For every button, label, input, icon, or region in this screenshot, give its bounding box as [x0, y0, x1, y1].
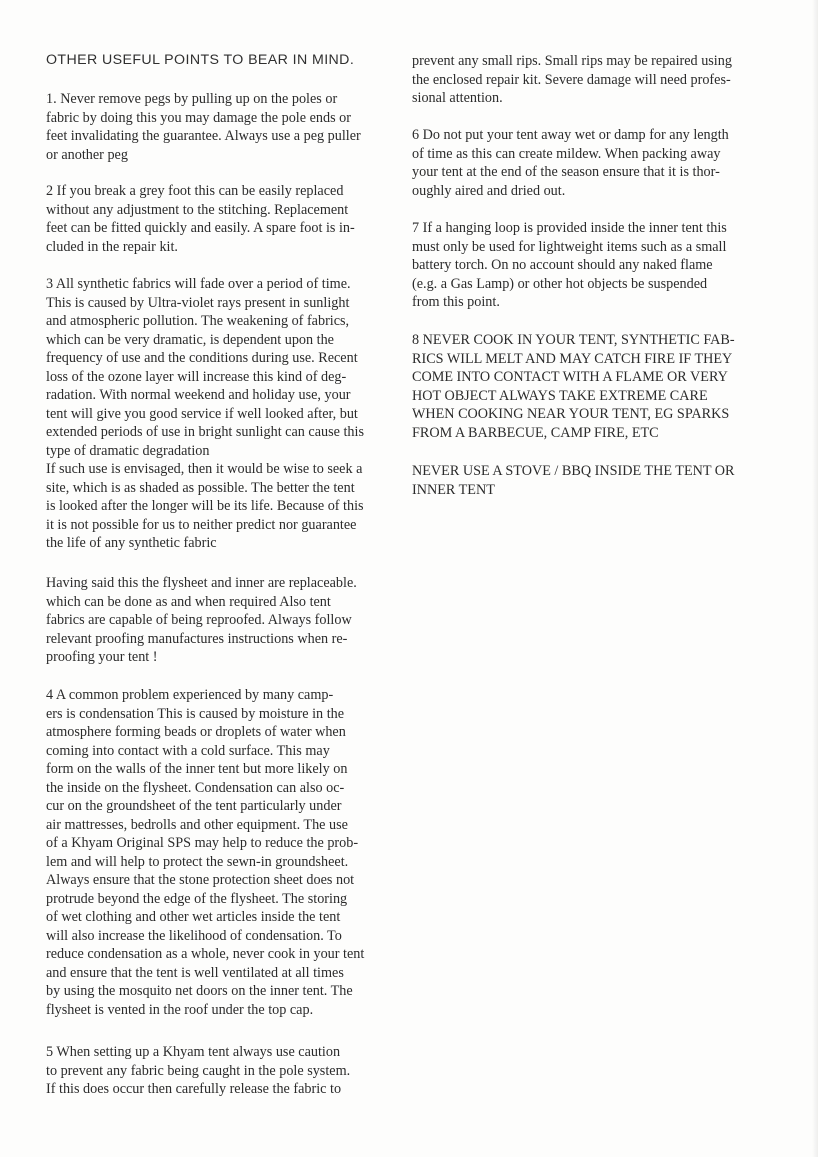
text-line: is looked after the longer will be its life. Because of this: [46, 498, 364, 514]
text-line: 4 A common problem experienced by many camp-: [46, 687, 334, 703]
text-line: lem and will help to protect the sewn-in groundsheet.: [46, 853, 349, 870]
text-line: 6 Do not put your tent away wet or damp for any length: [412, 127, 729, 143]
text-line: prevent any small rips. Small rips may be repaired using: [412, 53, 732, 69]
text-line: loss of the ozone layer will increase this kind of deg-: [46, 368, 347, 385]
text-line: and ensure that the tent is well ventilated at all times: [46, 964, 344, 981]
text-line: COME INTO CONTACT WITH A FLAME OR VERY: [412, 369, 728, 385]
paragraph-point-2: [46, 182, 402, 256]
text-line: sional attention.: [412, 90, 503, 106]
text-line: form on the walls of the inner tent but more likely on: [46, 761, 348, 777]
paragraph-replacement: [46, 574, 402, 667]
paragraph-point-4: [46, 686, 402, 1019]
text-line: HOT OBJECT ALWAYS TAKE EXTREME CARE: [412, 387, 708, 404]
text-line: fabric by doing this you may damage the pole ends or: [46, 109, 351, 126]
text-line: the inside on the flysheet. Condensation can also oc-: [46, 779, 345, 796]
text-line: relevant proofing manufactures instructions when re-: [46, 630, 348, 647]
text-line: cluded in the repair kit.: [46, 238, 178, 255]
text-line: feet can be fitted quickly and easily. A spare foot is in-: [46, 220, 355, 236]
paragraph-stove-warning: [412, 462, 768, 499]
text-line: If this does occur then carefully release the fabric to: [46, 1081, 342, 1097]
text-line: or another peg: [46, 146, 128, 163]
text-line: reduce condensation as a whole, never cook in your tent: [46, 946, 365, 962]
text-line: without any adjustment to the stitching. Replacement: [46, 201, 349, 218]
paragraph-point-5: [46, 1043, 402, 1099]
page-edge-shadow: [812, 0, 818, 1157]
text-line: and atmospheric pollution. The weakening of fabrics,: [46, 313, 350, 329]
text-line: fabrics are capable of being reproofed. Always follow: [46, 612, 352, 628]
text-line: ers is condensation This is caused by moisture in the: [46, 705, 345, 722]
paragraph-point-8: [412, 331, 768, 442]
text-line: air mattresses, bedrolls and other equipment. The use: [46, 816, 348, 833]
text-line: coming into contact with a cold surface. This may: [46, 742, 330, 759]
text-line: WHEN COOKING NEAR YOUR TENT, EG SPARKS: [412, 406, 730, 422]
paragraph-point-7: [412, 219, 768, 312]
text-line: If such use is envisaged, then it would be wise to seek a: [46, 461, 363, 477]
text-line: FROM A BARBECUE, CAMP FIRE, ETC: [412, 424, 659, 441]
text-line: the life of any synthetic fabric: [46, 535, 217, 551]
text-line: 7 If a hanging loop is provided inside the inner tent this: [412, 220, 727, 236]
text-line: 1. Never remove pegs by pulling up on the poles or: [46, 91, 338, 107]
text-line: must only be used for lightweight items such as a small: [412, 238, 727, 255]
text-line: your tent at the end of the season ensure that it is thor-: [412, 164, 720, 180]
text-line: 5 When setting up a Khyam tent always use caution: [46, 1044, 341, 1060]
page-heading: OTHER USEFUL POINTS TO BEAR IN MIND.: [46, 52, 355, 68]
text-line: tent will give you good service if well looked after, but: [46, 405, 358, 422]
text-line: INNER TENT: [412, 481, 495, 498]
text-line: flysheet is vented in the roof under the top cap.: [46, 1001, 314, 1018]
text-line: of time as this can create mildew. When packing away: [412, 145, 721, 162]
text-line: to prevent any fabric being caught in the pole system.: [46, 1062, 351, 1079]
text-line: site, which is as shaded as possible. The better the tent: [46, 479, 355, 496]
text-line: which can be very dramatic, is dependent upon the: [46, 331, 334, 348]
text-line: oughly aired and dried out.: [412, 182, 566, 199]
text-line: 3 All synthetic fabrics will fade over a period of time.: [46, 276, 351, 292]
text-line: This is caused by Ultra-violet rays present in sunlight: [46, 294, 350, 311]
text-line: of wet clothing and other wet articles inside the tent: [46, 909, 341, 925]
text-line: which can be done as and when required Also tent: [46, 593, 331, 610]
text-line: extended periods of use in bright sunlight can cause this: [46, 424, 364, 440]
text-line: cur on the groundsheet of the tent particularly under: [46, 798, 342, 814]
text-line: battery torch. On no account should any naked flame: [412, 257, 713, 273]
text-line: type of dramatic degradation: [46, 442, 210, 459]
paragraph-point-3: [46, 275, 402, 553]
text-line: Having said this the flysheet and inner are replaceable.: [46, 575, 357, 591]
text-line: (e.g. a Gas Lamp) or other hot objects be suspended: [412, 275, 708, 292]
text-line: RICS WILL MELT AND MAY CATCH FIRE IF THEY: [412, 350, 733, 367]
paragraph-point-1: [46, 90, 402, 164]
text-line: 2 If you break a grey foot this can be easily replaced: [46, 183, 344, 199]
text-line: from this point.: [412, 294, 500, 310]
text-line: feet invalidating the guarantee. Always use a peg puller: [46, 128, 361, 144]
text-line: the enclosed repair kit. Severe damage will need profes-: [412, 71, 731, 88]
text-line: proofing your tent !: [46, 649, 158, 665]
text-line: NEVER USE A STOVE / BBQ INSIDE THE TENT OR: [412, 463, 735, 479]
text-line: will also increase the likelihood of condensation. To: [46, 927, 342, 944]
text-line: it is not possible for us to neither predict nor guarantee: [46, 516, 357, 533]
text-line: of a Khyam Original SPS may help to reduce the prob-: [46, 835, 359, 851]
text-line: atmosphere forming beads or droplets of water when: [46, 724, 346, 740]
text-line: Always ensure that the stone protection sheet does not: [46, 872, 355, 888]
text-line: protrude beyond the edge of the flysheet. The storing: [46, 890, 348, 907]
paragraph-point-5-continued: [412, 52, 768, 108]
text-line: by using the mosquito net doors on the inner tent. The: [46, 983, 353, 999]
text-line: 8 NEVER COOK IN YOUR TENT, SYNTHETIC FAB-: [412, 332, 735, 348]
paragraph-point-6: [412, 126, 768, 200]
text-line: radation. With normal weekend and holiday use, your: [46, 387, 351, 403]
text-line: frequency of use and the conditions during use. Recent: [46, 350, 358, 366]
